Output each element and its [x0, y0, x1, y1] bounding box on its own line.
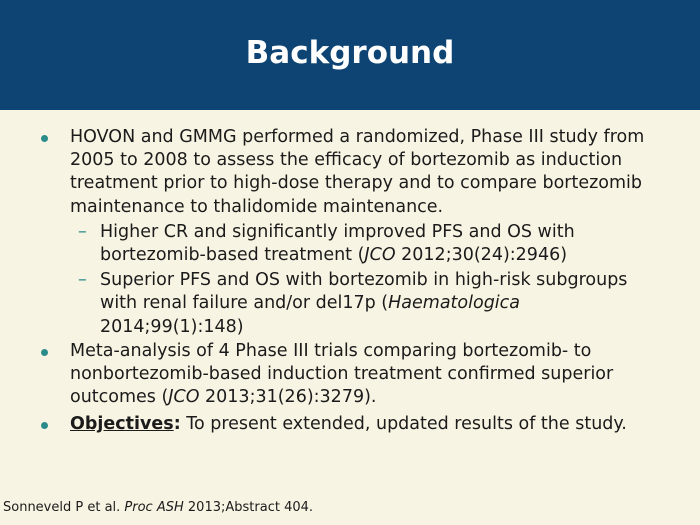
bullet-item-objectives: [40, 413, 660, 436]
footnote-authors: Sonneveld P et al.: [3, 500, 125, 515]
bullet-dot-icon: [41, 349, 48, 356]
dash-icon: –: [78, 221, 87, 242]
bullet-text: Meta-analysis of 4 Phase III trials comparing bortezomib- to nonbortezomib-based induction treatment confirmed superior outcomes (: [70, 340, 614, 408]
bullet-item-meta-analysis: [40, 340, 660, 410]
citation-text: 2013;31(26):3279).: [199, 387, 377, 408]
footnote-citation: 2013;Abstract 404.: [183, 500, 314, 515]
slide-body: [40, 126, 660, 439]
bullet-text: To present extended, updated results of the study.: [180, 414, 627, 435]
journal-name: JCO: [168, 387, 200, 408]
slide-title: Background: [245, 35, 455, 71]
reference-footnote: [3, 500, 313, 515]
journal-name: Haematologica: [388, 293, 521, 314]
bullet-dot-icon: [41, 422, 48, 429]
citation-text: 2012;30(24):2946): [395, 245, 568, 266]
bullet-dot-icon: [41, 135, 48, 142]
objectives-colon: :: [173, 414, 181, 435]
objectives-label: Objectives: [70, 414, 174, 435]
sub-bullet-text: Superior PFS and OS with bortezomib in high-risk subgroups with renal failure and/or del17p (: [100, 270, 628, 314]
bullet-item-study: [40, 126, 660, 219]
citation-text: 2014;99(1):148): [100, 316, 244, 337]
dash-icon: –: [78, 270, 87, 291]
sub-bullet-text: Higher CR and significantly improved PFS and OS with bortezomib-based treatment (: [100, 221, 575, 266]
sub-bullet-item-pfs: [40, 269, 660, 339]
journal-name: JCO: [364, 245, 396, 266]
title-bar: [0, 0, 700, 110]
footnote-journal: Proc ASH: [124, 500, 184, 515]
sub-bullet-item-cr: [40, 221, 660, 267]
bullet-text: HOVON and GMMG performed a randomized, Phase III study from 2005 to 2008 to assess the efficacy of bortezomib as induction treatment prior to high-dose therapy and to compare bortezomib maintenance to thalidomide maintenance.: [70, 127, 645, 217]
